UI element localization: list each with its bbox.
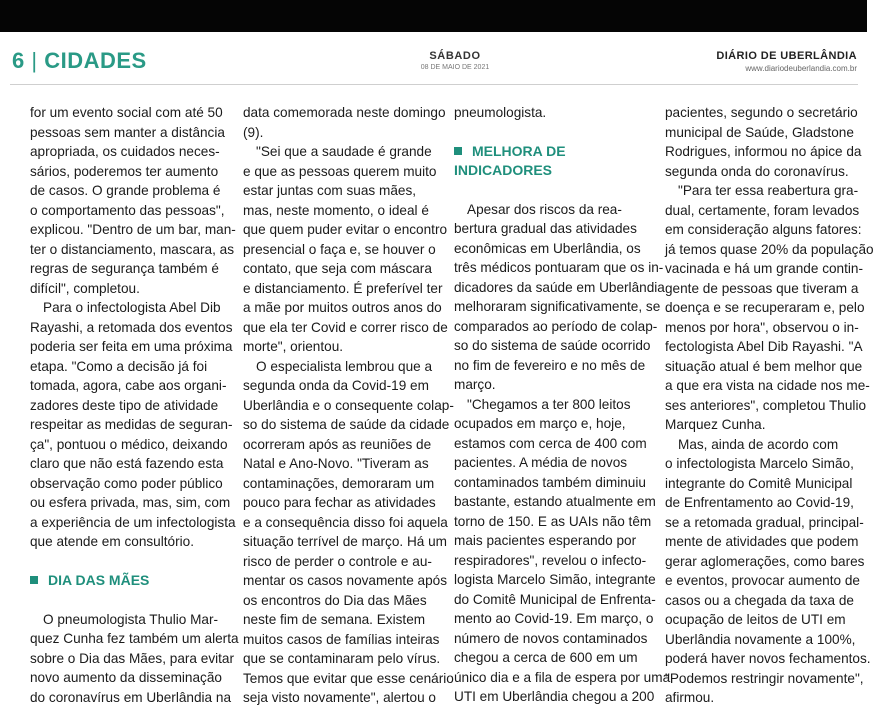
text-line: risco de perder o controle e au- [243,553,432,569]
text-line: e eventos, provocar aumento de [665,573,860,588]
date-label: 08 DE MAIO DE 2021 [420,64,490,71]
text-line: so do sistema de saúde ocorrido [454,338,651,353]
subheading-text: DIA DAS MÃES [48,572,150,588]
text-line: O especialista lembrou que a [256,358,433,374]
text-line: etapa. "Como a decisão já foi [30,358,208,374]
text-line: for um evento social com até 50 [30,105,223,120]
text-line: ter o distanciamento, mascara, as [30,241,234,257]
text-line: poderia ser feita em uma próxima [30,339,233,354]
text-line: municipal de Saúde, Gladstone [665,124,854,140]
text-line: so do sistema de saúde da cidade [243,417,450,432]
text-line: pessoas sem manter a distância [30,124,225,140]
day-label: SÁBADO [429,50,481,62]
text-line: de Enfrentamento ao Covid-19, [665,495,854,510]
text-line: gente de pessoas que tiveram a [665,280,859,296]
text-line: contaminados também diminuiu [454,474,646,490]
text-line: o infectologista Marcelo Simão, [665,456,854,471]
text-line: que ela ter Covid e correr risco de [243,319,448,335]
text-line: zadores deste tipo de atividade [30,397,219,413]
text-line: número de novos contaminados [454,630,648,646]
page-section-title [12,48,147,74]
bullet-square-icon [30,576,38,584]
text-line: pouco para fechar as atividades [243,495,436,510]
text-line: segunda onda do coronavírus. [665,163,849,179]
text-line: e que as pessoas querem muito [243,163,437,179]
text-line: Temos que evitar que esse cenário [243,670,454,686]
text-line: os encontros do Dia das Mães [243,592,427,608]
text-line: novo aumento da disseminação [30,670,222,685]
column-2-text [243,103,454,708]
text-line: neste fim de semana. Existem [243,612,426,627]
text-line: Para o infectologista Abel Dib [43,300,221,315]
text-line: já temos quase 20% da população [665,241,874,257]
text-line: melhoraram significativamente, se [454,299,661,314]
newspaper-name: DIÁRIO DE UBERLÂNDIA [716,50,857,62]
text-line: Uberlândia novamente a 100%, [665,631,856,647]
newspaper-url[interactable]: www.diariodeuberlandia.com.br [745,64,857,73]
text-line: menos por hora", observou o in- [665,319,859,335]
text-line: o comportamento das pessoas", [30,202,225,218]
text-line: regras de segurança também é [30,261,219,276]
text-line: fectologista Abel Dib Rayashi. "A [665,339,863,354]
text-line: "Chegamos a ter 800 leitos [467,396,631,412]
text-line: presencial o faça e, se houver o [243,241,436,257]
text-line: três médicos pontuaram que os in- [454,260,664,275]
text-line: O pneumologista Thulio Mar- [43,611,219,627]
text-line: e a consequência disso foi aquela [243,514,448,530]
text-line: doença e se recuperaram e, pelo [665,300,865,315]
text-line: tomada, agora, cabe aos organi- [30,378,227,393]
text-line: a experiência de um infectologista [30,514,236,530]
text-line: contaminações, demoraram um [243,475,435,491]
text-line: UTI em Uberlândia chegou a 200 [454,689,655,704]
text-line: seja visto novamente", alertou o [243,690,436,705]
text-line: ou esfera privada, mas, sim, com [30,495,231,510]
text-line: respiradores", revelou o infecto- [454,552,647,568]
text-line: logista Marcelo Simão, integrante [454,572,656,587]
text-line: "Para ter essa reabertura gra- [678,183,859,198]
text-line: mas, neste momento, o ideal é [243,202,429,218]
text-line: em consideração alguns fatores: [665,222,862,237]
text-line: segunda onda da Covid-19 em [243,378,429,393]
subheading-line: MELHORA DE [472,143,566,159]
section-name: CIDADES [44,48,147,73]
text-line: contato, que seja com máscara [243,261,432,276]
page-number: 6 [12,48,25,73]
text-line: observação como poder público [30,475,223,491]
text-line: Apesar dos riscos da rea- [467,201,622,217]
column-3-text [454,200,671,707]
text-line: Mas, ainda de acordo com [678,436,839,452]
article-column-2 [243,103,454,708]
text-line: explicou. "Dentro de um bar, man- [30,222,236,237]
article-column-4 [665,103,874,708]
text-line: torno de 150. E as UAIs não têm [454,513,652,529]
text-line: se a retomada gradual, principal- [665,514,864,530]
text-line: ocorreram após as reuniões de [243,436,432,452]
text-line: e distanciamento. É preferível ter [243,280,443,296]
text-line: estamos com cerca de 400 com [454,435,647,451]
text-line: "Sei que a saudade é grande [256,144,432,159]
text-line: poderá haver novos fechamentos. [665,651,871,666]
text-line: pacientes. A média de novos [454,455,628,470]
subheading-dia-das-maes [30,571,232,590]
separator: | [31,48,38,73]
text-line: mentar os casos novamente após [243,573,448,588]
top-black-bar [0,0,867,32]
text-line: estar juntas com suas mães, [243,183,417,198]
text-line: apropriada, os cuidados neces- [30,144,220,159]
text-line: pacientes, segundo o secretário [665,105,858,120]
text-line: do Comitê Municipal de Enfrenta- [454,591,656,607]
text-line: ça", pontuou o médico, deixando [30,436,228,452]
text-line: ocupados em março e, hoje, [454,416,626,431]
text-line: muitos casos de famílias inteiras [243,631,440,647]
text-line: "Podemos restringir novamente", [665,670,864,686]
text-line: casos ou a chegada da taxa de [665,592,854,608]
text-line: Natal e Ano-Novo. "Tiveram as [243,456,429,471]
text-line: ses anteriores", completou Thulio [665,397,867,413]
text-line: situação terrível de março. Há um [243,534,447,549]
text-line: pneumologista. [454,105,547,120]
text-line: claro que não está fazendo esta [30,456,224,471]
text-line: do coronavírus em Uberlândia na [30,689,231,705]
text-line: morte", orientou. [243,339,344,354]
text-line: sários, poderemos ter aumento [30,163,219,179]
masthead [716,50,857,73]
text-line: março. [454,377,496,392]
text-line: situação atual é bem melhor que [665,358,863,374]
text-line: difícil", completou. [30,280,140,296]
text-line: Rayashi, a retomada dos eventos [30,319,233,335]
article-column-1 [30,103,239,707]
column-4-text [665,103,874,708]
text-line: comparados ao período de colap- [454,318,658,334]
text-line: dicadores da saúde em Uberlândia [454,279,665,295]
text-line: Uberlândia e o consequente colap- [243,397,454,413]
text-line: sobre o Dia das Mães, para evitar [30,650,235,666]
text-line: que atende em consultório. [30,534,194,549]
text-line: que quem puder evitar o encontro [243,222,448,237]
text-line: econômicas em Uberlândia, os [454,240,641,256]
text-line: no fim de fevereiro e no mês de [454,357,646,373]
text-line: gerar aglomerações, como bares [665,553,865,569]
text-line: Marquez Cunha. [665,417,766,432]
subheading-melhora-de-indicadores [454,142,656,180]
text-line: que se contaminaram pelo vírus. [243,651,441,666]
column-3-top-text [454,103,656,123]
text-line: mento ao Covid-19. Em março, o [454,611,654,626]
text-line: Rodrigues, informou no ápice da [665,144,862,159]
text-line: chegou a cerca de 600 em um [454,650,638,665]
text-line: único dia e a fila de espera por uma [454,669,671,685]
bullet-square-icon [454,147,462,155]
text-line: data comemorada neste domingo [243,105,446,120]
text-line: dual, certamente, foram levados [665,202,860,218]
column-1-text-after [30,610,239,708]
text-line: bastante, estando atualmente em [454,494,656,509]
text-line: ocupação de leitos de UTI em [665,612,846,627]
text-line: (9). [243,124,264,140]
article-column-3 [454,103,671,707]
text-line: respeitar as medidas de seguran- [30,417,233,432]
subheading-line: INDICADORES [454,162,553,178]
dateline [390,50,520,71]
text-line: a mãe por muitos outros anos do [243,300,442,315]
text-line: a que era vista na cidade nos me- [665,378,870,393]
text-line: de casos. O grande problema é [30,183,221,198]
text-line: integrante do Comitê Municipal [665,475,853,491]
header-divider [10,84,858,85]
column-1-text [30,103,236,552]
text-line: afirmou. [665,690,715,705]
text-line: mente de atividades que podem [665,534,859,549]
text-line: vacinada e há um grande contin- [665,261,863,276]
text-line: mais pacientes esperando por [454,533,637,548]
text-line: quez Cunha fez também um alerta [30,631,239,646]
text-line: bertura gradual das atividades [454,221,637,236]
